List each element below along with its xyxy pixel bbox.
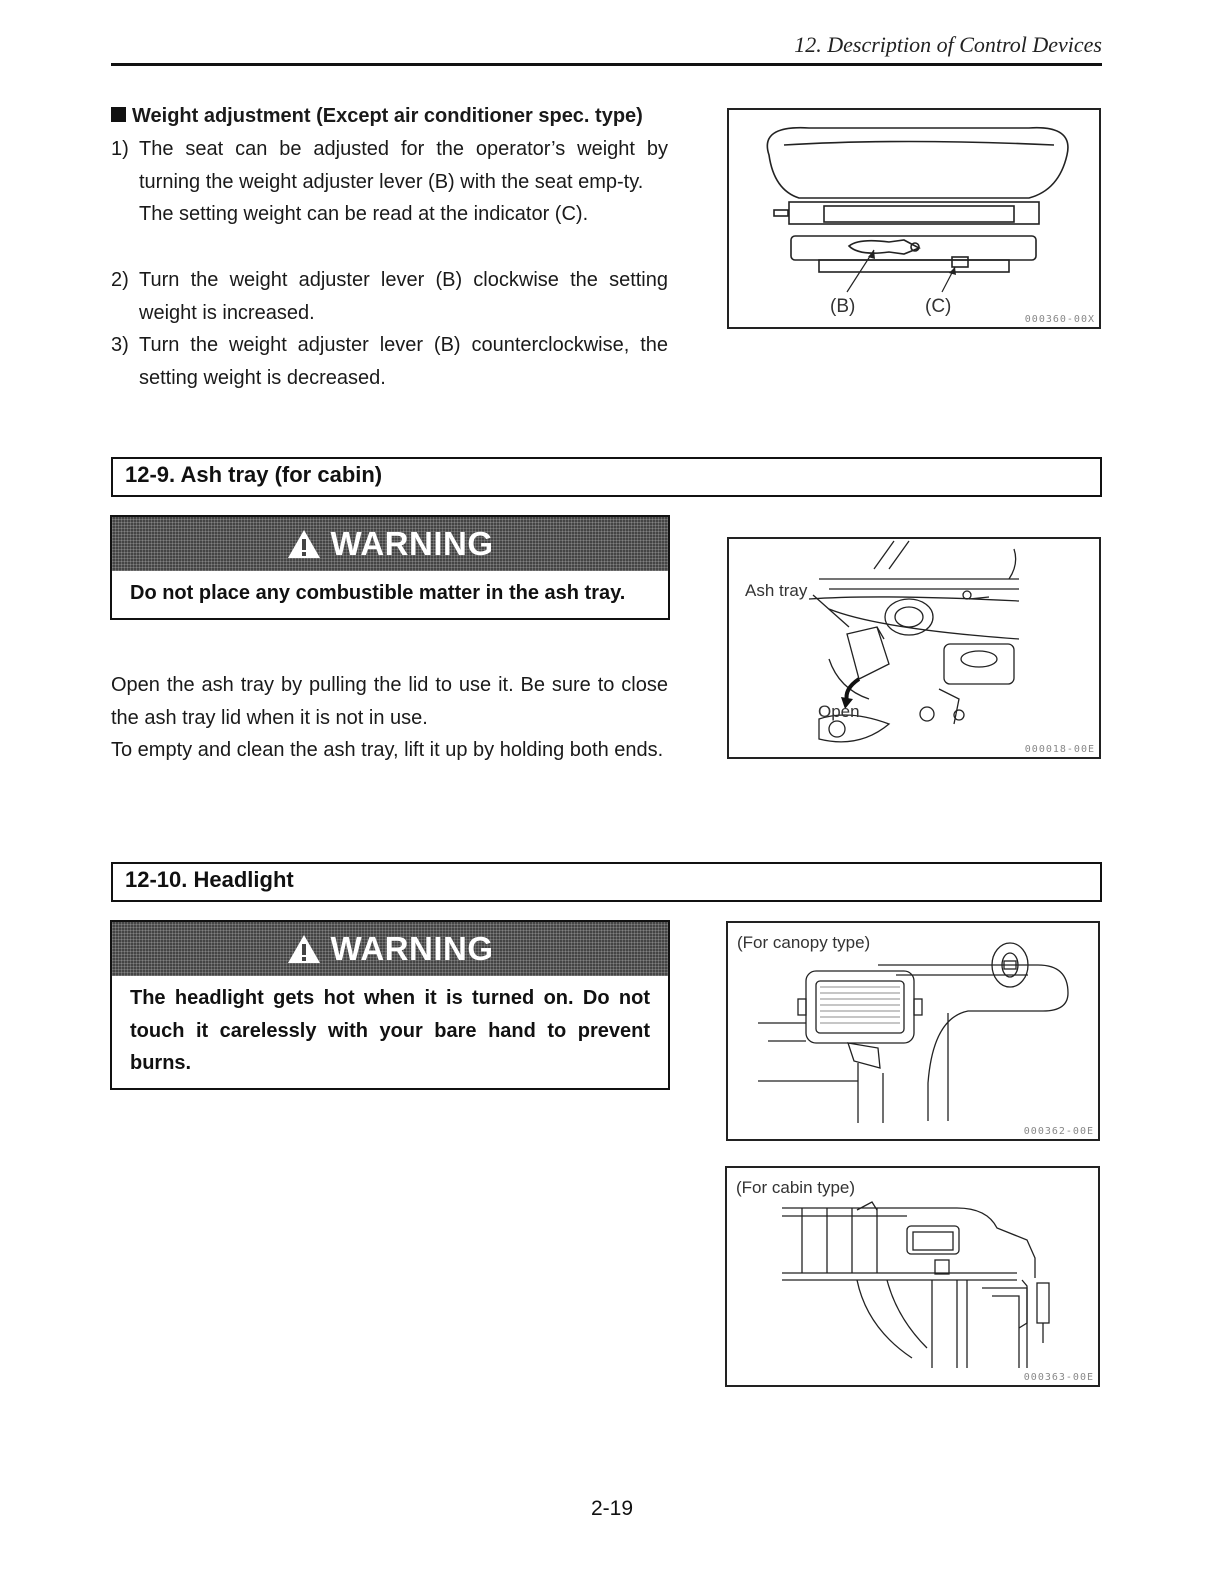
figure-code: 000018-00E	[1024, 744, 1095, 755]
page-number: 2-19	[590, 1497, 634, 1520]
section-title: 12-9. Ash tray (for cabin)	[125, 462, 383, 487]
section-header-ash-tray	[111, 457, 1102, 497]
warning-header	[112, 517, 668, 571]
ash-tray-figure	[727, 537, 1101, 759]
cabin-headlight-illustration	[727, 1168, 1098, 1385]
warning-header	[112, 922, 668, 976]
item-text: Turn the weight adjuster lever (B) clockwise the setting weight is increased.	[139, 269, 668, 324]
label-ash-tray: Ash tray	[745, 581, 808, 600]
warning-box-headlight	[110, 920, 670, 1090]
label-c: (C)	[925, 296, 952, 317]
item-number: 2)	[111, 269, 129, 291]
item-number: 3)	[111, 334, 129, 356]
warning-triangle-icon	[287, 934, 321, 964]
ash-tray-paragraph-1: Open the ash tray by pulling the lid to use it. Be sure to close the ash tray lid when it is not in use.	[111, 674, 668, 729]
ash-tray-paragraph-2: To empty and clean the ash tray, lift it up by holding both ends.	[111, 739, 664, 761]
weight-item-1	[111, 133, 668, 231]
seat-weight-figure	[727, 108, 1101, 329]
figure-code: 000363-00E	[1023, 1372, 1094, 1383]
weight-heading-text: Weight adjustment (Except air conditioner spec. type)	[132, 105, 643, 127]
item-text: Turn the weight adjuster lever (B) counterclockwise, the setting weight is decreased.	[139, 334, 668, 389]
label-canopy-type: (For canopy type)	[737, 933, 871, 952]
weight-item-2	[111, 264, 668, 329]
warning-box-ash-tray	[110, 515, 670, 620]
label-cabin-type: (For cabin type)	[736, 1178, 856, 1197]
square-bullet-icon	[111, 107, 126, 122]
figure-code: 000360-00X	[1024, 314, 1095, 325]
warning-triangle-icon	[287, 529, 321, 559]
cabin-headlight-figure	[725, 1166, 1100, 1387]
section-header-headlight	[111, 862, 1102, 902]
label-b: (B)	[830, 296, 856, 317]
weight-item-3	[111, 329, 668, 394]
figure-code: 000362-00E	[1023, 1126, 1094, 1137]
ash-tray-illustration	[729, 539, 1099, 757]
item-number: 1)	[111, 138, 129, 160]
label-open: Open	[818, 702, 860, 721]
page-header-title: 12. Description of Control Devices	[794, 32, 1102, 57]
item-text: The seat can be adjusted for the operator’s weight by turning the weight adjuster lever (B) with the seat emp-ty.	[139, 138, 668, 193]
canopy-headlight-figure	[726, 921, 1100, 1141]
warning-title: WARNING	[330, 525, 494, 562]
canopy-headlight-illustration	[728, 923, 1098, 1139]
seat-illustration	[729, 110, 1099, 327]
warning-title: WARNING	[330, 930, 494, 967]
header-rule	[111, 63, 1102, 66]
warning-text: Do not place any combustible matter in the ash tray.	[130, 582, 626, 604]
section-title: 12-10. Headlight	[125, 867, 294, 892]
warning-text: The headlight gets hot when it is turned on. Do not touch it carelessly with your bare hand to prevent burns.	[130, 987, 650, 1074]
item-subtext: The setting weight can be read at the indicator (C).	[139, 203, 589, 225]
weight-adjustment-heading	[111, 100, 681, 133]
